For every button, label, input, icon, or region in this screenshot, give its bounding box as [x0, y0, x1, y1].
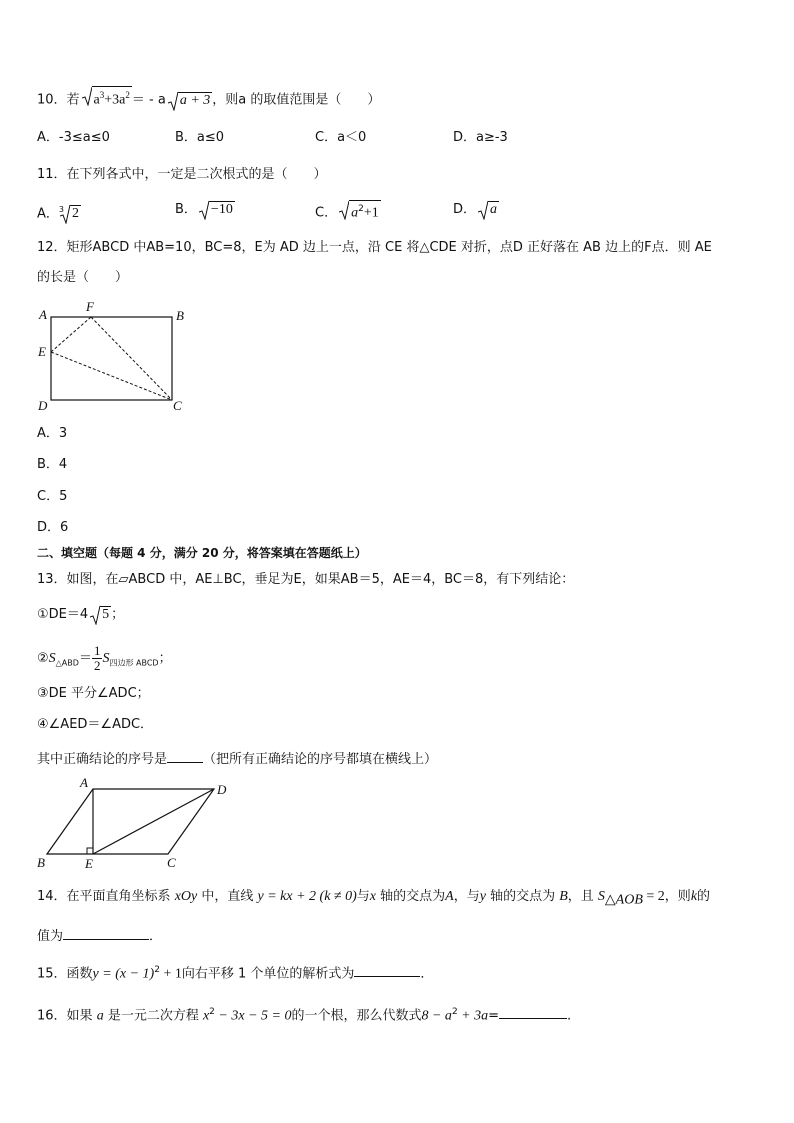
q12-rectangle-figure — [30, 300, 200, 420]
radical-sign-icon — [168, 91, 178, 111]
question-12-line-1: 12．矩形ABCD 中AB=10，BC=8，E为 AD 边上一点，沿 CE 将△CDE 对折，点D 正好落在 AB 边上的F点．则 AE — [37, 240, 712, 255]
q11-option-c: C． $a^2+1$ — [315, 200, 381, 223]
question-10 — [37, 86, 380, 111]
radical-sign-icon — [199, 200, 209, 220]
parallelogram-abcd — [47, 789, 214, 854]
question-16: 16．如果 a 是一元二次方程 $x^2 - 3x - 5 = 0$的一个根，那么代数式$8 - a^2 + 3a=$ . — [37, 1002, 571, 1026]
question-14-line-1: 14．在平面直角坐标系 xOy 中，直线 y = kx + 2 (k ≠ 0)与x 轴的交点为A，与y 轴的交点为 B，且 $S_{\triangle AOB} = 2$，则k的 — [37, 889, 711, 908]
q12-option-d: D．6 — [37, 520, 69, 535]
radical-sign-icon — [478, 200, 488, 220]
question-11: 11．在下列各式中，一定是二次根式的是（ ） — [37, 167, 327, 182]
label-a: A — [80, 775, 88, 790]
q13-conclusion-4: ④∠AED＝∠ADC． — [37, 717, 154, 732]
q12-option-c: C．5 — [37, 489, 68, 504]
label-f: F — [86, 300, 94, 314]
radical-sign-icon — [90, 605, 100, 625]
right-angle-mark-icon — [87, 848, 93, 854]
q13-conclusion-2: $②S_{\triangle ABD}=$ $\frac{1}{2}$ $S_{四边形 ABCD}$； — [37, 643, 172, 673]
label-c: C — [173, 398, 182, 413]
segment-ef — [51, 317, 91, 352]
q10-radical-2: a + 3 — [168, 91, 212, 111]
q10-option-c: C．a＜0 — [315, 130, 367, 145]
question-12-line-2: 的长是（ ） — [37, 270, 129, 285]
q13-conclusion-1: ①DE＝4 5 ； — [37, 605, 124, 625]
radical-sign-icon — [339, 200, 349, 220]
q14-answer-blank[interactable] — [63, 925, 149, 940]
label-b: B — [37, 855, 45, 870]
question-15: 15．函数$y = (x - 1)^2 + 1$向右平移 1 个单位的解析式为 ． — [37, 960, 433, 984]
q12-option-b: B．4 — [37, 457, 68, 472]
q13-parallelogram-figure — [30, 775, 240, 875]
q11-option-d: D． a — [453, 200, 499, 220]
q13-prompt: 其中正确结论的序号是 （把所有正确结论的序号都填在横线上） — [37, 748, 437, 770]
q11-option-b: B． −10 — [175, 200, 235, 220]
q10-equals: ＝ - a — [131, 92, 166, 108]
label-e: E — [38, 344, 46, 359]
q12-option-a: A．3 — [37, 426, 68, 441]
question-14-line-2: 值为 ． — [37, 925, 162, 947]
q15-answer-blank[interactable] — [354, 962, 420, 977]
q10-number: 10．若 — [37, 92, 80, 108]
label-d: D — [217, 782, 227, 797]
question-13: 13．如图，在▱ABCD 中，AE⊥BC，垂足为E，如果AB＝5，AE＝4，BC＝8，有下列结论： — [37, 572, 575, 587]
q11-option-a: A．$^3$ 2 — [37, 200, 81, 224]
label-a: A — [39, 307, 47, 322]
q10-tail: ，则a 的取值范围是（ ） — [212, 92, 381, 108]
q13-conclusion-3: ③DE 平分∠ADC； — [37, 686, 150, 701]
segment-ec — [51, 352, 172, 400]
q10-option-a: A．-3≤a≤0 — [37, 130, 110, 145]
section-2-heading: 二、填空题（每题 4 分，满分 20 分，将答案填在答题纸上） — [37, 546, 367, 560]
q16-answer-blank[interactable] — [499, 1004, 567, 1019]
label-d: D — [38, 398, 48, 413]
q13-answer-blank[interactable] — [167, 748, 203, 763]
segment-fc — [91, 317, 172, 400]
segment-ed — [93, 789, 214, 854]
label-b: B — [176, 308, 184, 323]
label-e: E — [85, 856, 93, 871]
radical-sign-icon — [60, 204, 70, 224]
radical-sign-icon — [82, 86, 92, 106]
q10-option-d: D．a≥-3 — [453, 130, 508, 145]
q10-radical-1: $a^3+3a^2$ — [82, 86, 132, 111]
q10-option-b: B．a≤0 — [175, 130, 225, 145]
rectangle-abcd — [51, 317, 172, 400]
label-c: C — [167, 855, 176, 870]
